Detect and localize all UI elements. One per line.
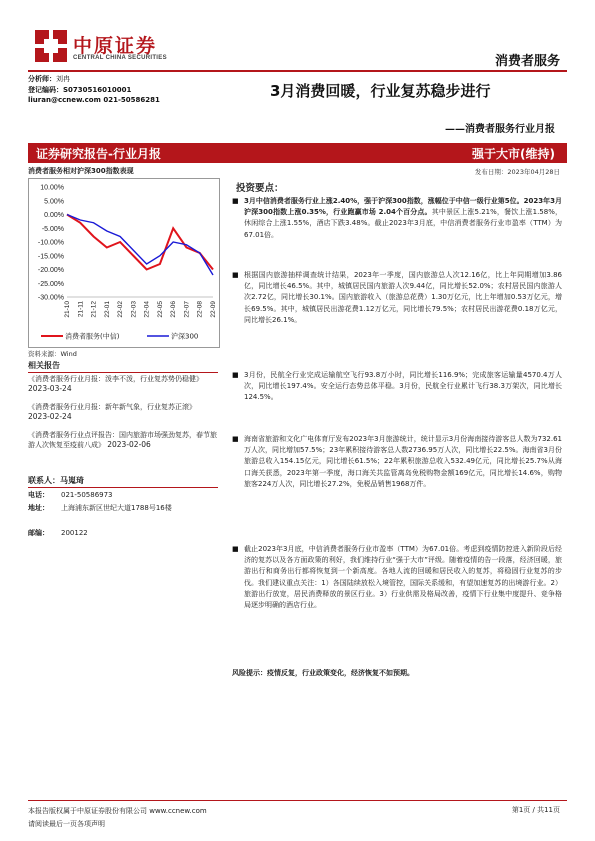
disclaimer-note: 请阅读最后一页各项声明: [28, 820, 105, 828]
y-tick-label: 0.00%: [44, 212, 64, 219]
contact-address: 地址： 上海浦东新区世纪大道1788号16楼: [28, 504, 172, 512]
analyst-line: 分析师：刘冉: [28, 75, 70, 83]
footer-divider: [28, 800, 567, 801]
report-subtitle: ——消费者服务行业月报: [445, 124, 555, 135]
company-logo: [35, 28, 185, 70]
chart-title: 消费者服务相对沪深300指数表现: [28, 167, 134, 175]
chart-source: 资料来源：Wind: [28, 350, 77, 358]
chart-svg: [29, 179, 219, 347]
page-number: 第1页 / 共11页: [511, 806, 560, 814]
bullet-4: ■ 海南省旅游和文化广电体育厅发布2023年3月旅游统计，统计显示3月份海南接待游客总人数为732.61万人次，同比增加57.5%；23年累积接待游客总人数2736.95万人次，同比增长22.5%。海南省3月份旅游总收入154.15亿元，同比增长61.5%；22年累积旅游总收入532.49亿元，同比增长25.7%从海口海关获悉，2023年第一季度，海口海关共监管离岛免税购物金额169亿元，同比增长14.6%，购物旅客224万人次，同比增长27.2%，免税品销售1968万件。: [232, 434, 562, 490]
related-report-2[interactable]: 《消费者服务行业月报：新年新气象，行业复苏正滚》 2023-02-24: [28, 403, 196, 421]
email-phone: liuran@ccnew.com 021-50586281: [28, 96, 160, 104]
logo-text: 中原证券: [73, 35, 158, 57]
investment-points-title: 投资要点：: [236, 183, 284, 194]
related-report-1[interactable]: 《消费者服务行业月报：泼李不泼，行业复苏势仍稳健》 2023-03-24: [28, 375, 203, 393]
related-report-3[interactable]: 《消费者服务行业点评报告：国内旅游市场强劲复苏，春节旅游人次恢复至疫前八成》 2023-02-06: [28, 431, 217, 449]
x-tick-label: 22-06: [170, 301, 178, 318]
x-tick-label: 22-09: [210, 301, 217, 318]
contact-zip: 邮编： 200122: [28, 529, 88, 537]
logo-mark-icon: [35, 30, 67, 62]
risk-warning: 风险提示：疫情反复，行业政策变化，经济恢复不如预期。: [232, 669, 414, 677]
bullet-5: ■ 截止2023年3月底，中信消费者服务行业市盈率（TTM）为67.01倍。考虑到疫情防控进入新阶段后经济的复苏以及各方面政策的利好，我们维持行业“强于大市”评级。随着疫情的告一段落，经济回暖，旅游出行和商务出行都将恢复到一个新高度。各地人流的回暖和居民收入的复苏，将稳固行业复苏的步伐。我们建议重点关注：1）各国陆续放松入境管控，国际关系缓和，有望加速复苏的出境游行业。2）旅游出行放宽，居民消费释放的景区行业。3）行业供需及格局改善，疫情下行业集中度提升、竞争格局逐步明确的酒店行业。: [232, 544, 562, 611]
y-tick-label: -5.00%: [41, 225, 64, 233]
rating-label: 强于大市(维持): [472, 147, 555, 161]
footer-left: [28, 805, 207, 831]
legend-label-a: 消费者服务(中信): [65, 332, 120, 341]
x-tick-label: 21-11: [77, 301, 85, 318]
x-tick-label: 22-07: [183, 301, 191, 318]
y-tick-label: 10.00%: [40, 184, 64, 192]
series-csi300-line: [67, 215, 213, 276]
x-tick-label: 21-12: [90, 301, 98, 318]
bullet-2: ■ 根据国内旅游抽样调查统计结果，2023年一季度，国内旅游总人次12.16亿，比上年同期增加3.86亿，同比增长46.5%。其中，城镇居民国内旅游人次9.44亿，同比增长52.0%；农村居民国内旅游人次2.72亿，同比增长30.1%。国内旅游收入（旅游总花费）1.30万亿元，比上年增加0.53万亿元，增长69.5%。其中，城镇居民出游花费1.12万亿元，同比增长79.5%；农村居民出游花费0.18万亿元，同比增长26.1%。: [232, 270, 562, 326]
y-tick-label: -15.00%: [37, 253, 64, 261]
report-banner: [28, 143, 567, 163]
reg-line: 登记编码：S0730516010001: [28, 86, 132, 94]
performance-chart: [28, 178, 220, 348]
x-tick-label: 22-04: [143, 301, 151, 318]
header-divider: [28, 70, 567, 72]
x-tick-label: 22-02: [117, 301, 125, 318]
sector-label: 消费者服务: [494, 54, 560, 69]
legend-label-b: 沪深300: [171, 332, 199, 341]
bullet-3: ■ 3月份，民航全行业完成运输航空飞行93.8万小时，同比增长116.9%；完成旅客运输量4570.4万人次，同比增长197.4%。安全运行态势总体平稳。3月份，民航全行业累计飞行38.3万架次，同比增长124.5%。: [232, 370, 562, 404]
x-tick-label: 22-08: [196, 301, 204, 318]
y-tick-label: -25.00%: [37, 280, 64, 288]
x-tick-label: 22-01: [103, 301, 111, 318]
y-tick-label: 5.00%: [44, 198, 64, 206]
publish-date: 发布日期：2023年04月28日: [474, 168, 560, 176]
x-tick-label: 22-05: [156, 301, 164, 318]
report-type: 证券研究报告-行业月报: [36, 147, 161, 161]
x-tick-label: 21-10: [64, 301, 71, 318]
series-consumer-services-line: [67, 215, 213, 270]
contact-phone: 电话： 021-50586973: [28, 491, 113, 499]
report-title: 3月消费回暖，行业复苏稳步进行: [270, 82, 491, 100]
y-tick-label: -10.00%: [37, 239, 64, 247]
logo-text-en: CENTRAL CHINA SECURITIES: [73, 55, 167, 61]
related-reports-heading: 相关报告: [28, 360, 218, 373]
y-tick-label: -30.00%: [37, 294, 64, 302]
x-tick-label: 22-03: [130, 301, 138, 318]
bullet-1: ■ 3月中信消费者服务行业上涨2.40%，强于沪深300指数，涨幅位于中信一级行业第5位。2023年3月沪深300指数上涨0.35%，行业跑赢市场 2.04个百分点。其中景区上涨5.21%，餐饮上涨1.58%，休闲综合上涨1.55%，酒店下跌3.48%。截止2023年3月底，中信消费者服务行业市盈率（TTM）为67.01倍。: [232, 196, 562, 241]
y-tick-label: -20.00%: [37, 267, 64, 274]
copyright-text: 本报告版权属于中原证券股份有限公司 www.ccnew.com: [28, 807, 207, 815]
contact-heading: 联系人：马嵬琦: [28, 475, 218, 488]
